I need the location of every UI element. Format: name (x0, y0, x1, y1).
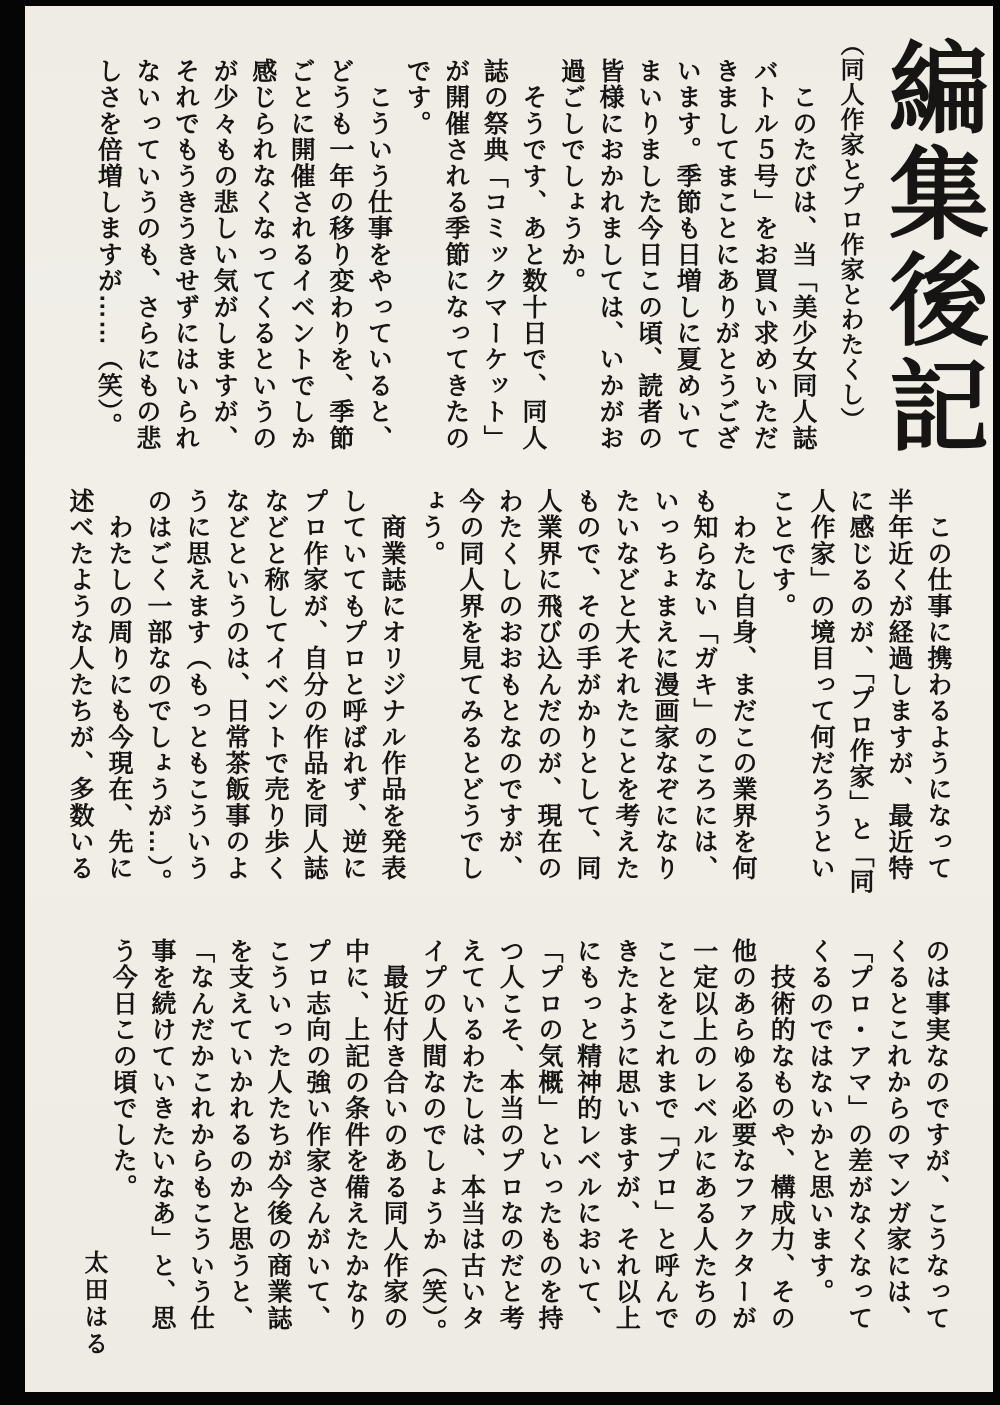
text-column: プロ作家が、自分の作品を同人誌 (300, 488, 328, 881)
text-column: えているわたしは、本当は古いタ (457, 938, 486, 1331)
text-column: プロ志向の強い作家さんがいて、 (302, 938, 331, 1331)
text-column: 過ごしでしょうか。 (557, 58, 586, 294)
text-column: などと称してイベントで売り歩く (261, 488, 289, 881)
text-column: どうも一年の移り変わりを、季節 (325, 58, 354, 451)
text-column: 人作家」の境目って何だろうとい (807, 488, 835, 881)
text-column: 「なんだかこれからもこういう仕 (186, 938, 215, 1331)
text-column: 一定以上のレベルにある人たちの (689, 938, 718, 1331)
paragraph-block-bottom (104, 938, 955, 1345)
text-column: 商業誌にオリジナル作品を発表 (378, 488, 406, 881)
text-column: 誌の祭典「コミックマーケット」 (480, 58, 509, 451)
text-column: うに思えます（もっともこういう (183, 488, 211, 881)
text-column: 半年近くが経過しますが、最近特 (885, 488, 913, 881)
text-column: わたくしのおおもとなのですが、 (495, 488, 523, 881)
page-subtitle: （同人作家とプロ作家とわたくし） (836, 32, 863, 432)
text-column: していてもプロと呼ばれず、逆に (339, 488, 367, 881)
text-column: この仕事に携わるようになって (924, 488, 952, 881)
text-column: たいなどと大それたことを考えた (612, 488, 640, 881)
text-column: のは事実なのですが、こうなって (922, 938, 950, 1331)
text-column: わたしの周りにも今現在、先に (105, 488, 133, 881)
text-column: くるとこれからのマンガ家には、 (883, 938, 912, 1331)
author-signature: 太田はる (80, 1250, 107, 1358)
text-column: いっちょまえに漫画家なぞになり (651, 488, 679, 881)
text-column: 中に、上記の条件を備えたかなり (341, 938, 370, 1331)
text-column: ないっていうのも、さらにもの悲 (132, 58, 161, 451)
text-column: わたし自身、まだこの業界を何 (729, 488, 757, 881)
text-column: が少々もの悲しい気がしますが、 (210, 58, 239, 451)
text-column: に感じるのが、「プロ作家」と「同 (846, 488, 874, 895)
text-column: う今日この頃でした。 (109, 938, 138, 1200)
text-column: 今の同人界を見てみるとどうでし (456, 488, 484, 881)
text-column: こういった人たちが今後の商業誌 (264, 938, 293, 1331)
text-column: 技術的なものや、構成力、その (767, 938, 796, 1331)
text-column: きたように思いますが、それ以上 (612, 938, 641, 1331)
text-column: 述べたような人たちが、多数いる (66, 488, 94, 881)
text-column: などというのは、日常茶飯事のよ (222, 488, 250, 881)
text-column: つ人こそ、本当のプロなのだと考 (496, 938, 525, 1331)
text-column: が開催される季節になってきたの (441, 58, 470, 451)
text-column: 皆様におかれましては、いかがお (596, 58, 625, 451)
text-column: ことをこれまで「プロ」と呼んで (651, 938, 680, 1331)
text-column: も知らない「ガキ」のころには、 (690, 488, 718, 881)
text-column: それでもうきうきせずにはいられ (171, 58, 200, 451)
text-column: もので、その手がかりとして、同 (573, 488, 601, 881)
text-column: きましてまことにありがとうござ (711, 58, 740, 451)
text-column: ごとに開催されるイベントでしか (287, 58, 316, 451)
text-column: 「プロの気概」といったものを持 (534, 938, 563, 1331)
text-column: 「プロ・アマ」の差がなくなって (844, 938, 873, 1331)
text-column: こういう仕事をやっていると、 (364, 58, 393, 451)
text-column: くるのではないかと思います。 (805, 938, 834, 1305)
text-column: 最近付き合いのある同人作家の (380, 938, 409, 1331)
text-column: 人業界に飛び込んだのが、現在の (534, 488, 562, 881)
page-sheet (25, 6, 993, 1392)
text-column: を支えていかれるのかと思うと、 (225, 938, 254, 1331)
text-column: います。季節も日増しに夏めいて (673, 58, 702, 451)
text-column: ょう。 (417, 488, 445, 567)
text-column: このたびは、当「美少女同人誌 (789, 58, 817, 451)
text-column: のはごく一部なのでしょうが…）。 (144, 488, 172, 895)
text-column: そうです、あと数十日で、同人 (518, 58, 547, 451)
text-column: イプの人間なのでしょうか（笑）。 (418, 938, 447, 1345)
text-column: にもっと精神的レベルにおいて、 (573, 938, 602, 1331)
page-title: 編集後記 (874, 36, 986, 460)
text-column: しさを倍増しますが……（笑）。 (94, 58, 123, 439)
text-column: まいりました今日この頃、読者の (634, 58, 663, 451)
text-column: 事を続けていきたいなあ」と、思 (147, 938, 176, 1331)
text-column: 感じられなくなってくるというの (248, 58, 277, 451)
paragraph-block-top (89, 58, 822, 460)
text-column: 他のあらゆる必要なファクターが (728, 938, 757, 1331)
text-column: ことです。 (768, 488, 796, 619)
text-column: バトル５号」をお買い求めいただ (750, 58, 779, 451)
text-column: です。 (403, 58, 432, 137)
paragraph-block-middle (60, 488, 957, 895)
